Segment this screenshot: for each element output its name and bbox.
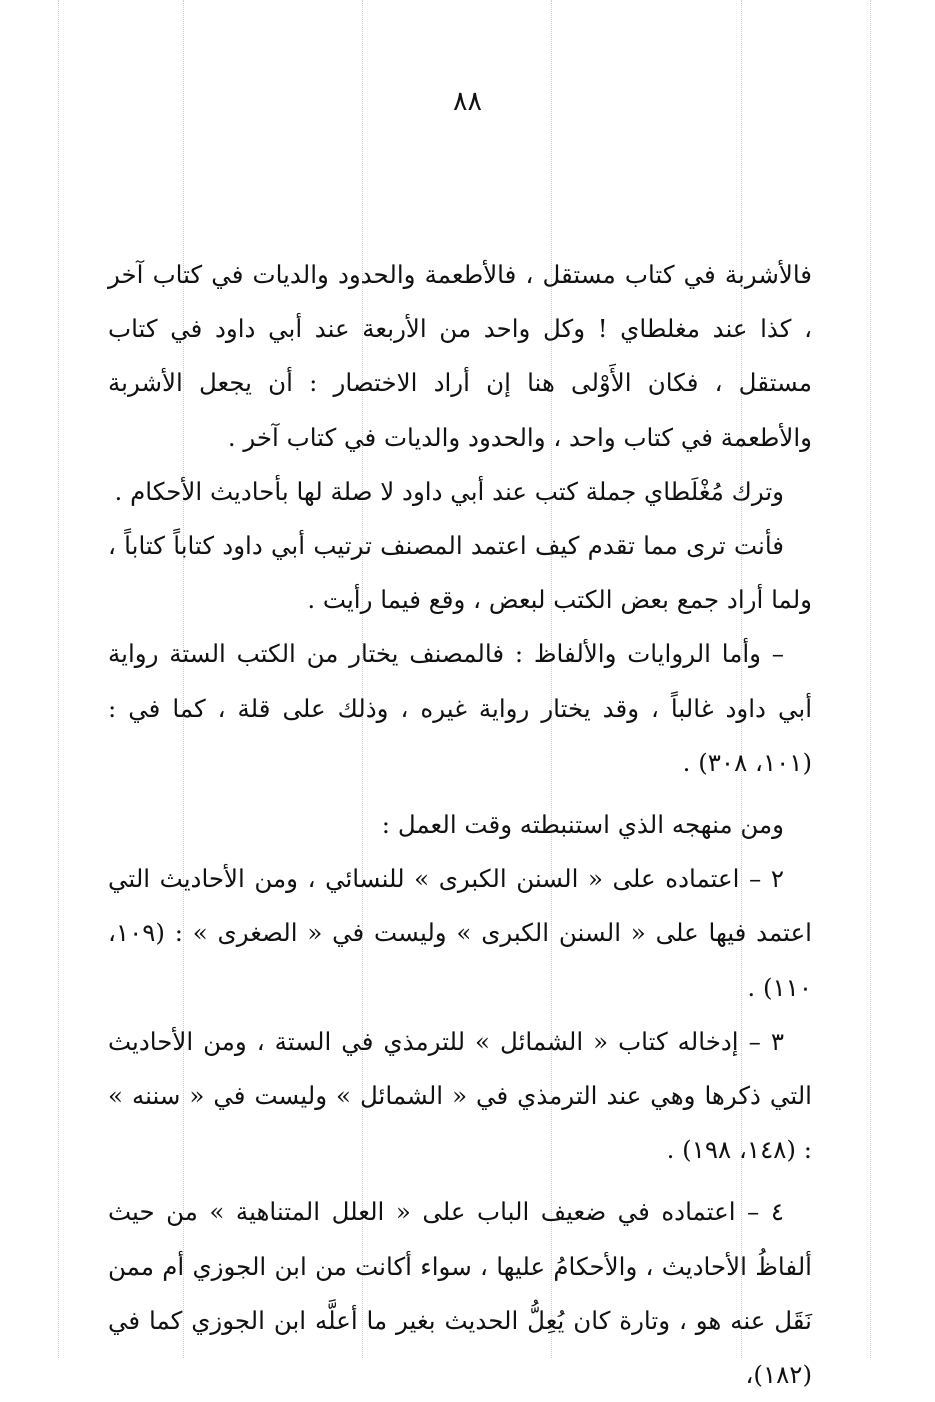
paragraph: فأنت ترى مما تقدم كيف اعتمد المصنف ترتيب أبي داود كتاباً كتاباً ، ولما أراد جمع بعض الكتب لبعض ، وقع فيما رأيت . [108, 531, 812, 615]
paragraph: وترك مُغْلَطاي جملة كتب عند أبي داود لا صلة لها بأحاديث الأحكام . [114, 476, 784, 506]
paragraph: ومن منهجه الذي استنبطته وقت العمل : [381, 810, 784, 840]
paragraph: ٣ – إدخاله كتاب « الشمائل » للترمذي في الستة ، ومن الأحاديث التي ذكرها وهي عند الترمذي في « الشمائل » وليست في « سننه » : (١٤٨، ١٩٨) . [108, 1026, 812, 1165]
page-number: ٨٨ [452, 86, 482, 117]
paragraph: – وأما الروايات والألفاظ : فالمصنف يختار من الكتب الستة رواية أبي داود غالباً ، وقد يختار رواية غيره ، وذلك على قلة ، كما في : (١٠١، ٣٠٨) . [108, 639, 812, 777]
guide-line [58, 0, 59, 1358]
paragraph: فالأشربة في كتاب مستقل ، فالأطعمة والحدود والديات في كتاب آخر ، كذا عند مغلطاي ! وكل واحد من الأربعة عند أبي داود في كتاب مستقل ، فكان الأَوْلى هنا إن أراد الاختصار : أن يجعل الأشربة والأطعمة في كتاب واحد ، والحدود والديات في كتاب آخر . [108, 260, 812, 452]
paragraph: ٢ – اعتماده على « السنن الكبرى » للنسائي ، ومن الأحاديث التي اعتمد فيها على « السنن الكبرى » وليست في « الصغرى » : (١٠٩، ١١٠) . [108, 864, 812, 1002]
body-text [108, 248, 812, 1402]
paragraph: ٤ – اعتماده في ضعيف الباب على « العلل المتناهية » من حيث ألفاظُ الأحاديث ، والأحكامُ عليها ، سواء أكانت من ابن الجوزي أم ممن نَقَل عنه هو ، وتارة كان يُعِلُّ الحديث بغير ما أعلَّه ابن الجوزي كما في (١٨٢)، [108, 1197, 812, 1390]
guide-line [870, 0, 871, 1358]
